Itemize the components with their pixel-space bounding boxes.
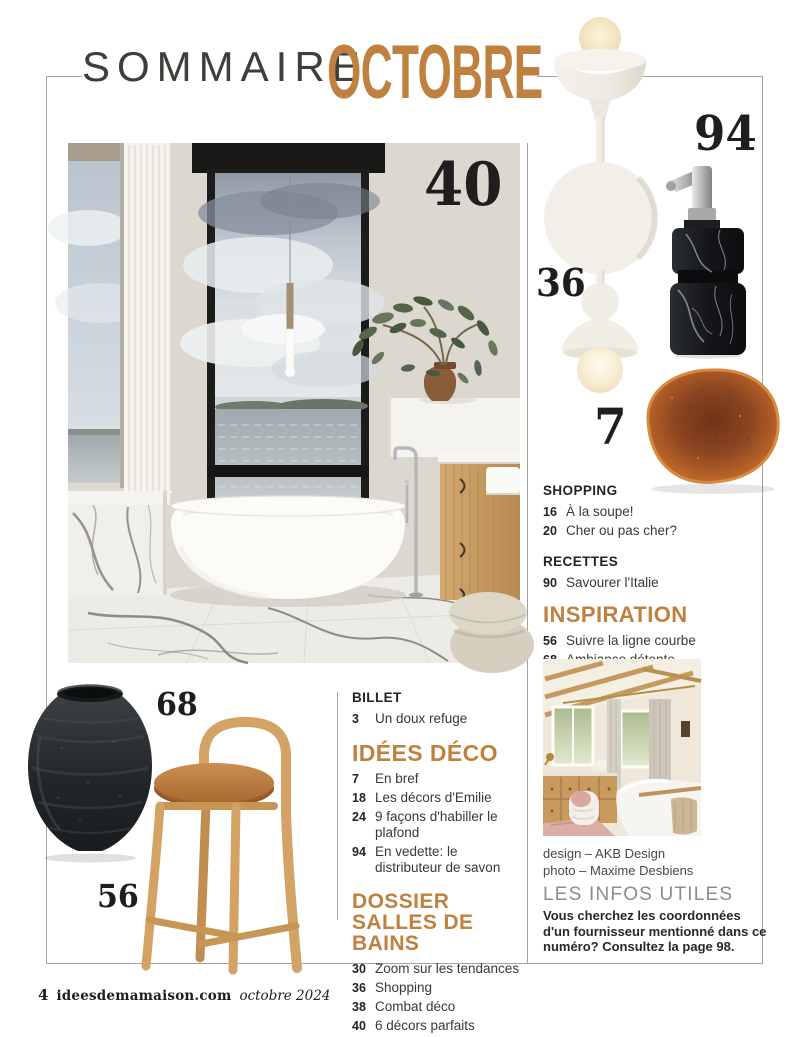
stool-photo (138, 712, 312, 976)
toc-item (352, 711, 530, 727)
wall-sconce-photo (540, 8, 660, 393)
photo-credits (543, 845, 693, 879)
column-divider-middle (337, 692, 338, 920)
section-title-inspiration: INSPIRATION (543, 602, 688, 627)
section-title-dossier-line2: SALLES DE BAINS (352, 911, 474, 955)
toc-item-text: Suivre la ligne courbe (566, 633, 696, 648)
section-title-recettes: RECETTES (543, 554, 619, 569)
toc-item (352, 844, 530, 876)
plate-photo (620, 358, 792, 498)
footer-issue-date: octobre 2024 (239, 988, 331, 1004)
toc-item-text: Les décors d'Emilie (375, 790, 492, 805)
toc-item-text: En bref (375, 771, 419, 786)
toc-item-text: Savourer l'Italie (566, 575, 659, 590)
toc-item (543, 523, 765, 539)
toc-item (543, 575, 765, 591)
toc-item (352, 790, 530, 806)
toc-item (352, 999, 530, 1015)
toc-column-middle (352, 690, 530, 1037)
page-ref-main-photo: 40 (424, 150, 503, 220)
toc-item-page: 36 (352, 981, 366, 995)
toc-item (352, 961, 530, 977)
section-title-idees-deco: IDÉES DÉCO (352, 740, 498, 766)
toc-item (352, 809, 530, 841)
toc-item-page: 7 (352, 772, 359, 786)
inset-bathroom-photo (543, 659, 701, 836)
toc-item-page: 3 (352, 712, 359, 726)
toc-item-text: Un doux refuge (375, 711, 468, 726)
section-title-billet: BILLET (352, 690, 402, 705)
toc-item-text: Combat déco (375, 999, 456, 1014)
infos-utiles-body: Vous cherchez les coordonnées d'un fournisseur mentionné dans ce numéro? Consultez la page 98. (543, 908, 767, 954)
credit-design: design – AKB Design (543, 846, 666, 861)
footer-page-number: 4 (38, 986, 49, 1004)
toc-item-page: 38 (352, 1000, 366, 1014)
section-title-dossier-line1: DOSSIER (352, 890, 450, 913)
toc-item-page: 40 (352, 1019, 366, 1033)
toc-item (543, 504, 765, 520)
toc-item-text: Shopping (375, 980, 433, 995)
toc-item-page: 30 (352, 962, 366, 976)
page-ref-plate: 7 (594, 397, 627, 456)
infos-utiles-title: LES INFOS UTILES (543, 884, 734, 905)
page-ref-dispenser: 94 (694, 106, 757, 162)
toc-item (352, 980, 530, 996)
section-title-shopping: SHOPPING (543, 483, 618, 498)
toc-item-page: 18 (352, 791, 366, 805)
page-title: SOMMAIRE (82, 43, 367, 90)
page-footer (38, 986, 330, 1004)
credit-photo: photo – Maxime Desbiens (543, 863, 694, 878)
page-ref-vase: 68 (156, 685, 198, 723)
toc-item-text: À la soupe! (566, 504, 634, 519)
main-bathroom-photo (68, 143, 520, 663)
page-ref-sconce: 36 (536, 260, 586, 305)
toc-item-text: En vedette: le distributeur de savon (375, 844, 501, 875)
toc-item-text: 6 décors parfaits (375, 1018, 475, 1033)
toc-item (543, 633, 765, 649)
toc-item-page: 20 (543, 524, 557, 538)
toc-item-text: Zoom sur les tendances (375, 961, 520, 976)
page-ref-stool: 56 (97, 877, 139, 915)
toc-item-page: 94 (352, 845, 366, 859)
month-title: OCTOBRE (327, 30, 543, 115)
toc-item-page: 16 (543, 505, 557, 519)
toc-item (352, 771, 530, 787)
border-top-left-segment (46, 76, 82, 77)
footer-website: ideesdemamaison.com (56, 988, 232, 1004)
soap-dispenser-photo (664, 158, 752, 358)
toc-item-text: 9 façons d'habiller le plafond (375, 809, 498, 840)
toc-item-page: 24 (352, 810, 366, 824)
toc-item-text: Cher ou pas cher? (566, 523, 678, 538)
toc-item-page: 90 (543, 576, 557, 590)
toc-item-page: 56 (543, 634, 557, 648)
toc-item (352, 1018, 530, 1034)
